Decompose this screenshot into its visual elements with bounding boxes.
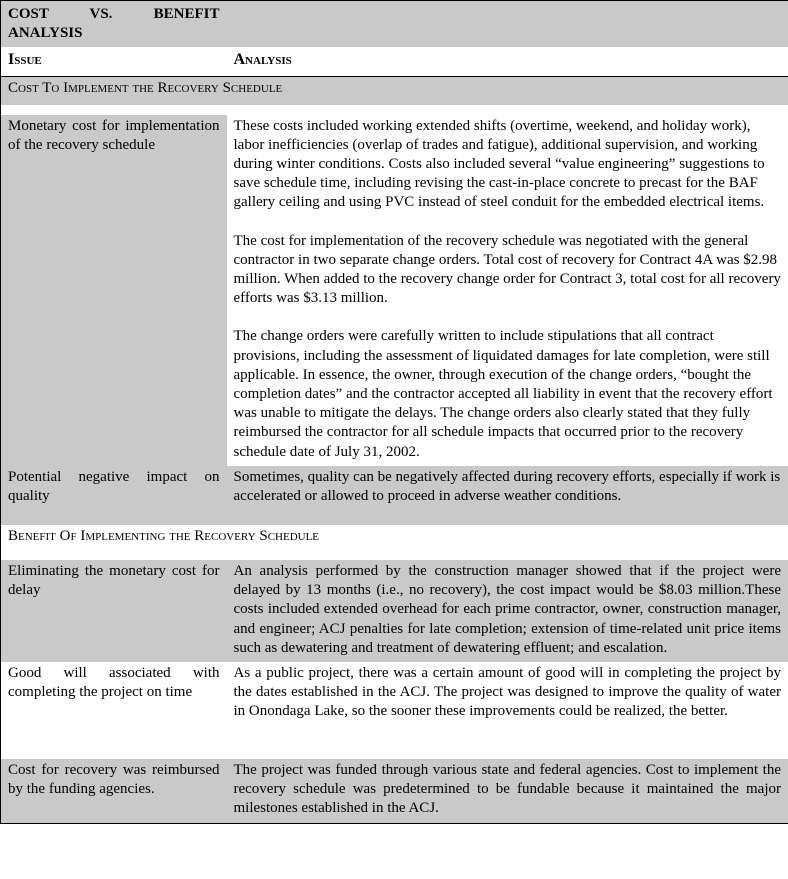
table-title-row: [1, 1, 788, 48]
analysis-paragraph: These costs included working extended shifts (overtime, weekend, and holiday work), labor inefficiencies (overlap of trades and fatigue), additional supervision, and working during winter conditions. Costs also included several “value engineering” suggestions to save schedule time, including revising the cast-in-place concrete to precast for the BAF gallery ceiling and using PVC instead of steel conduit for the embedded electrical items.: [233, 117, 765, 211]
section-header-row: [1, 525, 788, 552]
analysis-paragraph: Sometimes, quality can be negatively affected during recovery efforts, especially if work is accelerated or allowed to proceed in adverse weather conditions.: [233, 468, 781, 505]
table-row: [1, 759, 788, 823]
table-title: COST VS. BENEFIT ANALYSIS: [8, 6, 220, 42]
table-row: [1, 115, 788, 466]
analysis-paragraph: As a public project, there was a certain amount of good will in completing the project by the dates established in the ACJ. The project was designed to improve the quality of water in Onondaga Lake, so the sooner these improvements could be realized, the better.: [233, 665, 781, 720]
issue-cell: Cost for recovery was reimbursed by the funding agencies.: [8, 762, 220, 798]
column-header-issue: Issue: [8, 51, 42, 69]
analysis-cell: [227, 759, 788, 823]
section-spacer: [1, 105, 788, 115]
issue-cell: Monetary cost for implementation of the recovery schedule: [8, 117, 220, 153]
issue-cell: Potential negative impact on quality: [8, 468, 220, 505]
table-row: [1, 560, 788, 662]
table-title-spacer: [227, 1, 788, 48]
section-spacer: [1, 552, 788, 560]
analysis-paragraph: An analysis performed by the construction manager showed that if the project were delayed by 13 months (i.e., no recovery), the cost impact would be $8.03 million.These costs included extended overhead for each prime contractor, owner, construction manager, and engineer; ACJ penalties for late completion; extension of time-related unit price items such as dewatering and treatment of dewatering effluent; and escalation.: [233, 563, 781, 656]
table-row: [1, 466, 788, 525]
column-header-analysis: Analysis: [233, 51, 292, 69]
analysis-cell: [227, 115, 788, 466]
analysis-cell: [227, 662, 788, 759]
section-title-benefit: Benefit Of Implementing the Recovery Schedule: [8, 527, 320, 544]
section-header-row: [1, 77, 788, 105]
analysis-cell: [227, 560, 788, 662]
analysis-paragraph: The change orders were carefully written to include stipulations that all contract provisions, including the assessment of liquidated damages for late completion, were still applicable. In essence, the owner, through execution of the change orders, “bought the completion dates” and the contractor accepted all liability in event that the recovery effort was unable to mitigate the delays. The change orders also clearly stated that they fully reimbursed the contractor for all schedule impacts that occurred prior to the recovery schedule date of July 31, 2002.: [233, 328, 773, 460]
analysis-paragraph: The cost for implementation of the recovery schedule was negotiated with the general contractor in two separate change orders. Total cost of recovery for Contract 4A was $2.98 million. When added to the recovery change order for Contract 3, total cost for all recovery efforts was $3.13 million.: [233, 232, 781, 307]
issue-cell: Eliminating the monetary cost for delay: [8, 563, 220, 599]
issue-cell: Good will associated with completing the project on time: [8, 665, 220, 701]
table-row: [1, 662, 788, 759]
analysis-paragraph: The project was funded through various state and federal agencies. Cost to implement the recovery schedule was predetermined to be fundable because it maintained the major milestones established in the ACJ.: [233, 762, 781, 817]
analysis-cell: [227, 466, 788, 525]
column-header-row: [1, 47, 788, 77]
section-title-cost: Cost To Implement the Recovery Schedule: [8, 80, 283, 97]
